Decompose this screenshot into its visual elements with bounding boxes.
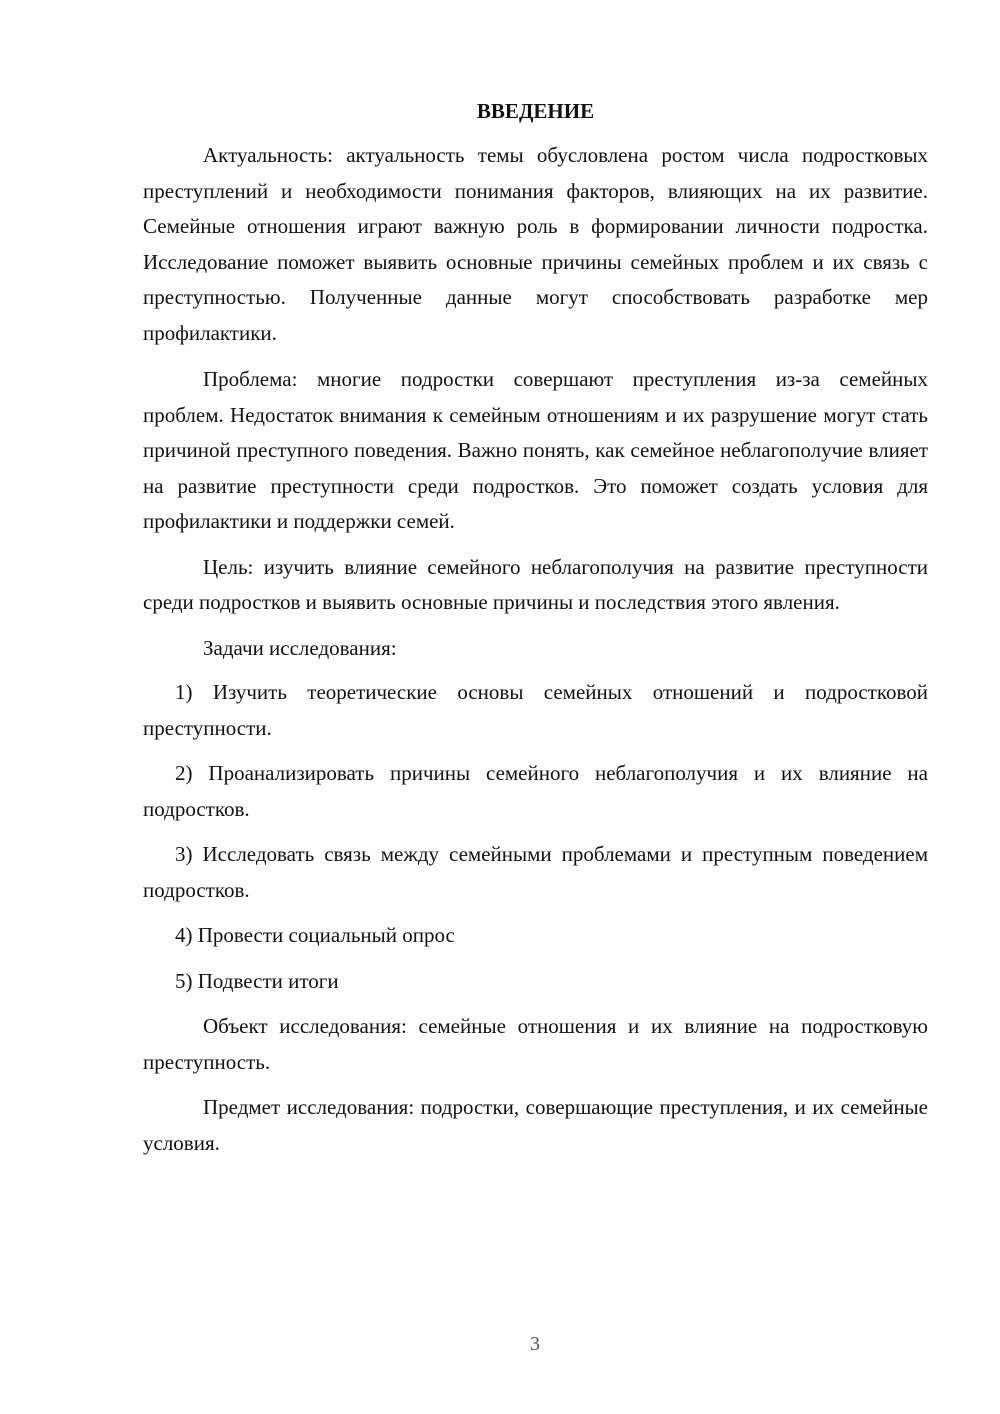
paragraph-goal: Цель: изучить влияние семейного неблагополучия на развитие преступности среди подростков и выявить основные причины и последствия этого явления.: [143, 554, 928, 614]
page-content: [143, 96, 928, 1171]
paragraph-subject: Предмет исследования: подростки, совершающие преступления, и их семейные условия.: [143, 1095, 928, 1155]
paragraph-object: Объект исследования: семейные отношения и их влияние на подростковую преступность.: [143, 1014, 928, 1074]
paragraph-problem: Проблема: многие подростки совершают преступления из-за семейных проблем. Недостаток внимания к семейным отношениям и их разрушение могут стать причиной преступного поведения. Важно понять, как семейное неблагополучие влияет на развитие преступности среди подростков. Это поможет создать условия для профилактики и поддержки семей.: [143, 367, 928, 533]
task-item-2: 2) Проанализировать причины семейного неблагополучия и их влияние на подростков.: [143, 761, 928, 821]
task-item-1: 1) Изучить теоретические основы семейных отношений и подростковой преступности.: [143, 680, 928, 740]
page-number: 3: [530, 1333, 540, 1355]
section-heading: ВВЕДЕНИЕ: [476, 99, 595, 123]
task-item-4: 4) Провести социальный опрос: [175, 923, 455, 947]
task-item-5: 5) Подвести итоги: [175, 968, 339, 993]
paragraph-relevance: Актуальность: актуальность темы обусловлена ростом числа подростковых преступлений и необходимости понимания факторов, влияющих на их развитие. Семейные отношения играют важную роль в формировании личности подростка. Исследование поможет выявить основные причины семейных проблем и их связь с преступностью. Полученные данные могут способствовать разработке мер профилактики.: [143, 143, 928, 345]
tasks-title: Задачи исследования:: [203, 635, 397, 660]
task-item-3: 3) Исследовать связь между семейными проблемами и преступным поведением подростков.: [143, 842, 928, 902]
